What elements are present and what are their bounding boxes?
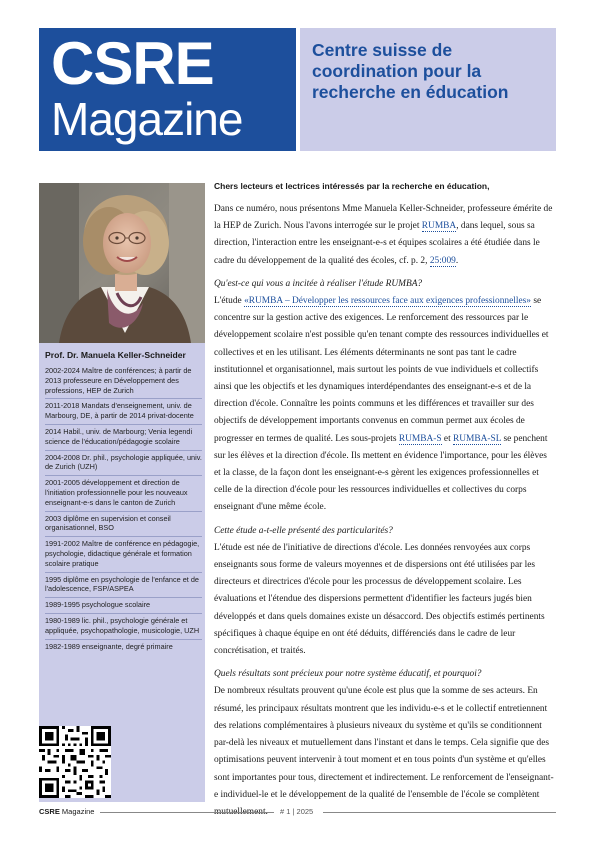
reference-link[interactable]: 25:009 [429,255,456,266]
cv-entry: 1980-1989 lic. phil., psychologie générale et appliquée, psychopathologie, musicologie, UZH [45,613,202,639]
cv-entry: 2014 Habil., univ. de Marbourg; Venia legendi science de l'éducation/pédagogie scolaire [45,424,202,450]
logo-magazine-text: Magazine [51,93,243,145]
answer-2: L'étude est née de l'initiative de directions d'école. Les données renvoyées aux corps enseignants sous forme de valeurs moyennes et de dispersions ont été utilisées par les directeurs et directrices d'école pour les processus de développement scolaire. Les évaluations et l'étendue des dispersions permettent d'identifier les facteurs jugés bien développés et dans quels domaines existe un désaccord. Des objectifs estimés pertinents spécifiques à chaque équipe en ont été déduits, différenciés dans le cadre de leur concrétisation, et traités. [214,542,545,657]
cv-entry: 1995 diplôme en psychologie de l'enfance et de l'adolescence, FSP/ASPEA [45,572,202,598]
cv-entry: 1982-1989 enseignante, degré primaire [45,639,202,655]
main-article [214,180,556,821]
qr-code[interactable] [39,726,111,798]
rumba-sl-link[interactable]: RUMBA-SL [453,433,502,444]
cv-entry: 2002-2024 Maître de conférences; à partir de 2013 professeure en Développement des professions, HEP de Zurich [45,366,192,395]
cv-entry: 2001-2005 développement et direction de l'initiation professionnelle pour les nouveaux enseignant-e-s dans le canton de Zurich [45,475,202,510]
cv-entry: 2003 diplôme en supervision et conseil organisationnel, BSO [45,511,202,537]
answer-1: L'étude «RUMBA – Développer les ressources face aux exigences professionnelles» se concentre sur la gestion active des exigences. Le renforcement des ressources par le développement scolaire n'est possible qu'en tenant compte des ressources individuelles et collectives et en les utilisant. Les éléments déterminants ne sont pas tant le cadre institutionnel et organisationnel, mais surtout les points de vue individuels et collectifs ainsi que les objectifs et les dynamiques interdépendantes des enseignant-e-s et de la direction d'école. Connaître les points communs et les différences et travailler sur des objectifs de développement importants convenus en commun permet aux écoles de progresser en termes de qualité. Les sous-projets RUMBA-S et RUMBA-SL se penchent sur les élèves et la direction d'école. Ils mettent en évidence l'importance, pour les élèves et la classe, de la façon dont les enseignant-e-s gèrent les exigences professionnelles et celle de la direction d'école pour les ressources individuelles et collectives du corps enseignant d'une même école. [214,296,549,513]
profile-name: Prof. Dr. Manuela Keller-Schneider [45,350,186,360]
csre-logo [39,28,296,151]
portrait-photo [39,183,205,343]
centre-name: Centre suisse de coordination pour la recherche en éducation [312,40,509,102]
profile-sidebar [39,183,205,802]
cv-entry: 1989-1995 psychologue scolaire [45,597,202,613]
greeting: Chers lecteurs et lectrices intéressés par la recherche en éducation, [214,181,490,191]
cv-list [45,366,202,654]
footer-brand: CSRE Magazine [39,807,95,816]
answer-3: De nombreux résultats prouvent qu'une école est plus que la somme de ses acteurs. En résumé, les principaux résultats montrent que les individu-e-s et le collectif entretiennent des relations complémentaires à plusieurs niveaux du système et qu'ils se conditionnent par-delà les niveaux et mutuellement dans l'instant et dans le temps. Cela signifie que des optimisations peuvent intervenir à tout moment et en tous points d'un système et qu'elles sont importantes pour tous, directement et indirectement. Le renforcement de l'enseignant-e individuel-le et le développement de la qualité de l'ensemble de l'école se complètent mutuellement. [214,686,554,817]
question-2: Cette étude a-t-elle présenté des particularités? [214,525,393,536]
rumba-study-link[interactable]: «RUMBA – Développer les ressources face aux exigences professionnelles» [244,296,531,307]
rumba-s-link[interactable]: RUMBA-S [398,433,442,444]
logo-csre-text: CSRE [51,30,214,97]
rumba-link[interactable]: RUMBA [421,221,457,232]
cv-entry: 2004-2008 Dr. phil., psychologie appliquée, univ. de Zurich (UZH) [45,450,202,476]
question-3: Quels résultats sont précieux pour notre système éducatif, et pourquoi? [214,669,482,680]
cv-entry: 2011-2018 Mandats d'enseignement, univ. de Marbourg, DE, à partir de 2014 privat-docente [45,398,202,424]
issue-number: # 1 | 2025 [280,807,314,816]
question-1: Qu'est-ce qui vous a incitée à réaliser l'étude RUMBA? [214,278,423,289]
cv-entry: 1991-2002 Maître de conférence en pédagogie, psychologie, didactique générale et formation scolaire pratique [45,536,202,571]
footer-rule [100,812,274,813]
intro-paragraph: Dans ce numéro, nous présentons Mme Manuela Keller-Schneider, professeure émérite de la HEP de Zurich. Nous l'avons interrogée sur le projet RUMBA, dans lequel, sous sa direction, l'interaction entre les enseignant-e-s et équipes scolaires a été étudiée dans le cadre du développement de la qualité des écoles, cf. p. 2, 25:009. [214,204,553,266]
centre-banner [300,28,556,151]
footer-rule [323,812,556,813]
